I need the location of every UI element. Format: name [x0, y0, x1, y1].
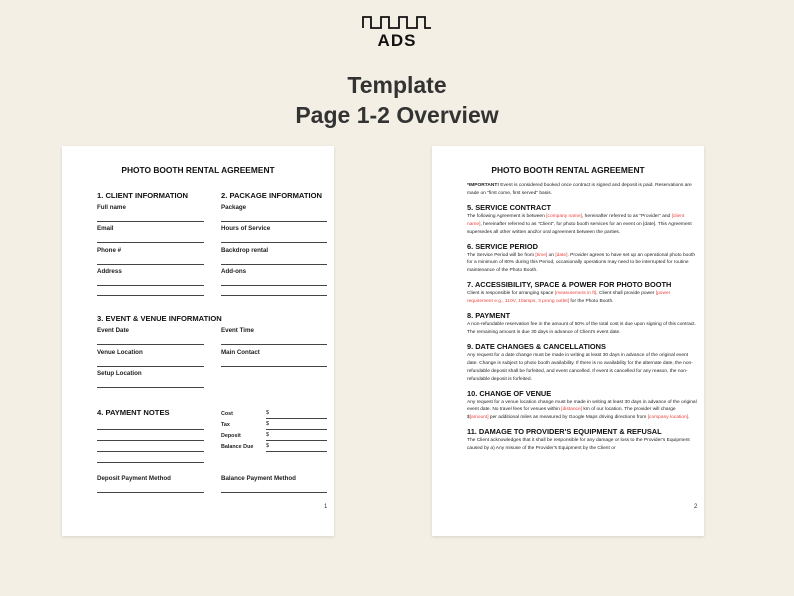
package-section-heading: 2. PACKAGE INFORMATION: [221, 191, 322, 200]
payment-notes-line-1[interactable]: [97, 429, 204, 430]
event-section-heading: 3. EVENT & VENUE INFORMATION: [97, 314, 222, 323]
balance-due-field[interactable]: [266, 451, 327, 452]
section-9-heading: 9. DATE CHANGES & CANCELLATIONS: [467, 341, 606, 351]
deposit-method-field[interactable]: [97, 492, 204, 493]
phone-label: Phone #: [97, 247, 122, 254]
s5-text-b: , hereinafter referred to as "Provider" and: [581, 213, 672, 219]
s7-text-b: . Client shall provide power: [596, 291, 656, 297]
s10-text-d: .: [688, 415, 690, 421]
s5-text-c: , hereinafter referred to as "Client", for photo booth services for an event on [date]. This Agreement supersedes all other written and/or oral agreement between the parties.: [467, 221, 692, 235]
page-2-body: [467, 182, 697, 453]
company-location-placeholder: [company location]: [647, 415, 689, 421]
s10-text-a: Any request for a venue location change must be made in writing at least 30 days in advance of the original event date. No travel fees for venues within: [467, 399, 697, 413]
tax-field[interactable]: [266, 429, 327, 430]
phone-field[interactable]: [97, 264, 204, 265]
payment-notes-line-3[interactable]: [97, 451, 204, 452]
venue-location-label: Venue Location: [97, 349, 143, 356]
cost-field[interactable]: [266, 418, 327, 419]
time-placeholder: [time]: [535, 252, 548, 258]
deposit-method-label: Deposit Payment Method: [97, 475, 171, 482]
brand-header: [0, 14, 794, 51]
page-2-title: PHOTO BOOTH RENTAL AGREEMENT: [491, 165, 645, 175]
section-7-heading: 7. ACCESSIBILITY, SPACE & POWER FOR PHOTO BOOTH: [467, 280, 672, 290]
section-11-heading: 11. DAMAGE TO PROVIDER'S EQUIPMENT & REFUSAL: [467, 427, 662, 437]
package-field[interactable]: [221, 221, 327, 222]
cost-label: Cost: [221, 411, 233, 417]
hero-line-1: Template: [347, 72, 447, 98]
brand-name: ADS: [377, 31, 417, 50]
s6-text-a: The Service Period will be from: [467, 252, 536, 258]
important-text: Event is considered booked once contract is signed and deposit is paid. Reservations are made on "first come, first served" basis.: [467, 183, 692, 196]
s10-text-b: km of our location. The provider will charge $: [467, 407, 676, 421]
date-placeholder: [date]: [555, 252, 568, 258]
s7-text-a: Client is responsible for arranging space: [467, 291, 555, 297]
deposit-dollar: $: [266, 432, 270, 438]
page-1-title: PHOTO BOOTH RENTAL AGREEMENT: [121, 165, 275, 175]
backdrop-rental-field[interactable]: [221, 264, 327, 265]
setup-location-label: Setup Location: [97, 370, 142, 377]
company-name-placeholder: [company name]: [546, 213, 582, 219]
main-contact-field[interactable]: [221, 366, 327, 367]
section-5-heading: 5. SERVICE CONTRACT: [467, 202, 552, 212]
section-11-text: The Client acknowledges that it shall be responsible for any damage or loss to the Provider's Equipment caused by a) Any misuse of the Provider's Equipment by the Client or: [467, 438, 690, 452]
page-2: [432, 146, 704, 536]
s6-text-c: . Provider agrees to have set up an operational photo booth for a minimum of 80% during this Period, occasionally operations may need to be interrupted for routine maintenance of the Photo Booth.: [467, 252, 696, 274]
amount-placeholder: [amount]: [469, 415, 489, 421]
section-9-text: Any request for a date change must be made in writing at least 30 days in advance of the original event date. Change is subject to photo booth availability. If there is no availability for the alternate date, the non-refundable deposit shall be forfeited, and event cancelled. If event is cancelled for any reason, the non-refundable deposit is forfeited.: [467, 352, 693, 382]
section-8-heading: 8. PAYMENT: [467, 311, 511, 321]
section-10-text: [467, 399, 697, 423]
section-7-text: [467, 290, 697, 306]
balance-due-dollar: $: [266, 443, 270, 449]
client-section-heading: 1. CLIENT INFORMATION: [97, 191, 188, 200]
address-field-line-2[interactable]: [97, 295, 204, 296]
add-ons-field-line-1[interactable]: [221, 285, 327, 286]
event-date-label: Event Date: [97, 327, 129, 334]
event-time-field[interactable]: [221, 344, 327, 345]
important-label: *IMPORTANT!: [467, 183, 499, 188]
power-placeholder: [power requirement e.g., 110V, 10amps, 3 prong outlet]: [467, 291, 671, 305]
main-contact-label: Main Contact: [221, 349, 260, 356]
s7-text-c: for the Photo Booth.: [569, 299, 614, 305]
payment-notes-line-4[interactable]: [97, 462, 204, 463]
email-field[interactable]: [97, 242, 204, 243]
event-date-field[interactable]: [97, 344, 204, 345]
waveform-icon: [362, 14, 432, 30]
event-time-label: Event Time: [221, 327, 254, 334]
section-6-text: [467, 252, 697, 276]
s6-text-b: on: [547, 252, 556, 258]
add-ons-label: Add-ons: [221, 268, 247, 275]
tax-dollar: $: [266, 421, 270, 427]
full-name-label: Full name: [97, 204, 126, 211]
cost-dollar: $: [266, 410, 270, 416]
payment-section-heading: 4. PAYMENT NOTES: [97, 408, 170, 417]
section-8-text: A non-refundable reservation fee in the amount of 50% of the total cost is due upon signing of this contract. The remaining amount is due 30 days in advance of Client's event date.: [467, 322, 696, 335]
address-field-line-1[interactable]: [97, 285, 204, 286]
full-name-field[interactable]: [97, 221, 204, 222]
hero-title: [0, 70, 794, 130]
page-1: [62, 146, 334, 536]
backdrop-rental-label: Backdrop rental: [221, 247, 269, 254]
page-2-number: 2: [694, 504, 698, 510]
section-6-heading: 6. SERVICE PERIOD: [467, 241, 538, 251]
email-label: Email: [97, 225, 114, 232]
important-note: [467, 182, 697, 198]
measurement-placeholder: [measurement in ft]: [554, 291, 597, 297]
section-5-text: [467, 213, 697, 237]
s10-text-c: per additional miles as measured by Google Maps driving directions from: [488, 415, 648, 421]
address-label: Address: [97, 268, 122, 275]
hours-of-service-label: Hours of Service: [221, 225, 271, 232]
venue-location-field[interactable]: [97, 366, 204, 367]
hero-line-2: Page 1-2 Overview: [295, 102, 499, 128]
balance-due-label: Balance Due: [221, 444, 254, 450]
tax-label: Tax: [221, 422, 230, 428]
page-1-number: 1: [324, 504, 328, 510]
balance-method-label: Balance Payment Method: [221, 475, 296, 482]
s5-text-a: The following Agreement is between: [467, 213, 547, 219]
add-ons-field-line-2[interactable]: [221, 295, 327, 296]
hours-of-service-field[interactable]: [221, 242, 327, 243]
client-name-placeholder: [client name]: [467, 213, 685, 227]
package-label: Package: [221, 204, 247, 211]
payment-notes-line-2[interactable]: [97, 440, 204, 441]
deposit-field[interactable]: [266, 440, 327, 441]
setup-location-field[interactable]: [97, 387, 204, 388]
section-10-heading: 10. CHANGE OF VENUE: [467, 388, 552, 398]
balance-method-field[interactable]: [221, 492, 327, 493]
distance-placeholder: [distance]: [561, 407, 582, 413]
deposit-label: Deposit: [221, 433, 241, 439]
